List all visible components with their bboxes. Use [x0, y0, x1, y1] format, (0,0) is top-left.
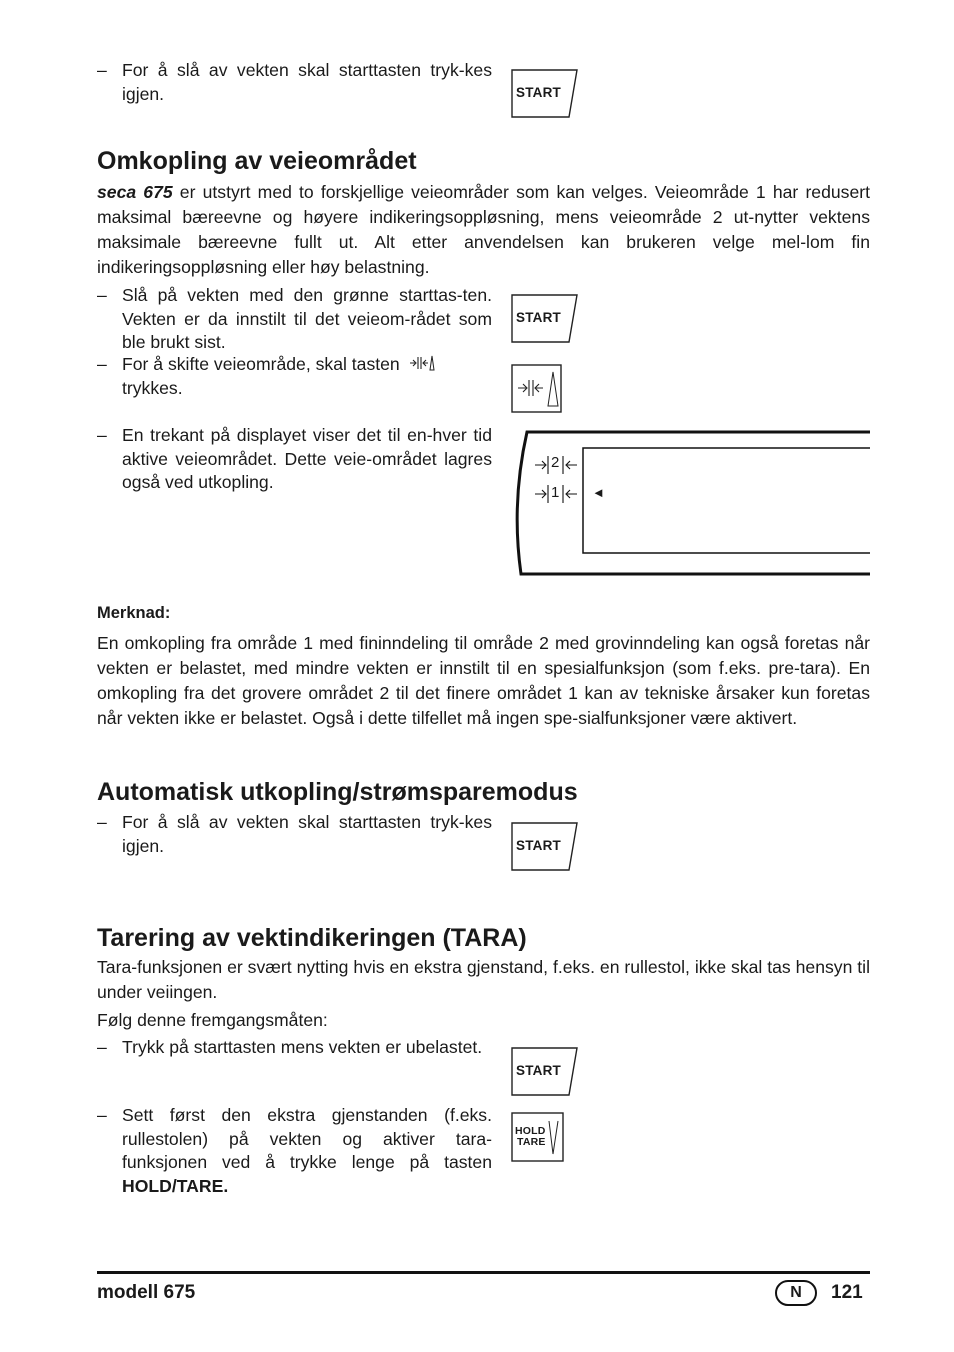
- list-item-text: For å slå av vekten skal starttasten tryk-kes igjen.: [122, 812, 492, 856]
- paragraph: Følg denne fremgangsmåten:: [97, 1010, 328, 1030]
- list-item: – En trekant på displayet viser det til en-hver tid aktive veieområdet. Dette veie-området lagres også ved utkopling.: [97, 425, 492, 492]
- list-item: – For å slå av vekten skal starttasten tryk-kes igjen.: [97, 812, 492, 856]
- product-name: seca 675: [97, 182, 173, 202]
- list-item-text: Trykk på starttasten mens vekten er ubelastet.: [122, 1037, 483, 1057]
- start-key-icon: [511, 69, 579, 119]
- start-key-label: START: [516, 1063, 561, 1078]
- list-item-text: Slå på vekten med den grønne starttas-ten. Vekten er da innstilt til det veieom-rådet som ble brukt sist.: [122, 285, 492, 352]
- range-2-label: 2: [551, 454, 560, 471]
- range-1-label: 1: [551, 484, 560, 501]
- start-key-label: START: [516, 310, 561, 325]
- footer-model: modell 675: [97, 1282, 196, 1303]
- list-item-text-continued: trykkes.: [122, 377, 183, 398]
- display-illustration: [505, 428, 871, 578]
- note-text: En omkopling fra område 1 med fininndeling til område 2 med grovinndeling kan også foretas når vekten er belastet, med mindre vekten er innstilt til en spesialfunksjon (som f.eks. pre-tara). En omkopling fra det grovere området 2 til det finere området 1 kan av tekniske årsaker kun foretas når vekten ikke er belastet. Også i dette tilfellet må ingen spe-sialfunksjoner være aktivert.: [97, 633, 870, 728]
- list-item: – Slå på vekten med den grønne starttas-ten. Vekten er da innstilt til det veieom-rådet som ble brukt sist.: [97, 285, 492, 352]
- active-range-marker: ◄: [592, 485, 605, 500]
- list-item: – Sett først den ekstra gjenstanden (f.eks. rullestolen) på vekten og aktiver tara-funksjonen ved å trykke lenge på tasten HOLD/TARE.: [97, 1105, 492, 1196]
- range-switch-key-icon: [511, 364, 563, 414]
- list-item-text: For å slå av vekten skal starttasten tryk-kes igjen.: [122, 60, 492, 104]
- section-heading: Omkopling av veieområdet: [97, 147, 417, 175]
- list-item-text: En trekant på displayet viser det til en-hver tid aktive veieområdet. Dette veie-området lagres også ved utkopling.: [122, 425, 492, 492]
- hold-label: HOLD: [515, 1125, 546, 1137]
- footer-rule: [97, 1271, 870, 1274]
- start-key-icon: [511, 1047, 579, 1097]
- section-heading: Automatisk utkopling/strømsparemodus: [97, 778, 578, 806]
- hold-tare-key-name: HOLD/TARE.: [122, 1175, 229, 1196]
- range-switch-icon: [409, 354, 435, 372]
- list-item: – For å slå av vekten skal starttasten tryk-kes igjen.: [97, 60, 492, 104]
- list-item: – Trykk på starttasten mens vekten er ubelastet.: [97, 1037, 483, 1057]
- page-number: 121: [831, 1282, 863, 1303]
- hold-tare-key-icon: [511, 1112, 565, 1162]
- list-item-text: For å skifte veieområde, skal tasten: [122, 354, 400, 374]
- start-key-label: START: [516, 838, 561, 853]
- intro-text: er utstyrt med to forskjellige veieområder som kan velges. Veieområde 1 har redusert maksimal bæreevne og høyere indikeringsoppløsning, mens veieområde 2 ut-nytter vektens maksimale bæreevne fullt ut. Alt etter anvendelsen kan brukeren velge mel-lom fin indikeringsoppløsning eller høy belastning.: [97, 182, 870, 277]
- start-key-label: START: [516, 85, 561, 100]
- paragraph: Tara-funksjonen er svært nytting hvis en ekstra gjenstand, f.eks. en rullestol, ikke skal tas hensyn til under veiingen.: [97, 957, 870, 1002]
- language-badge: N: [775, 1280, 817, 1306]
- section-intro: [97, 180, 870, 280]
- start-key-icon: [511, 294, 579, 344]
- section-heading: Tarering av vektindikeringen (TARA): [97, 924, 527, 952]
- list-item-text: Sett først den ekstra gjenstanden (f.eks. rullestolen) på vekten og aktiver tara-funksjonen ved å trykke lenge på tasten: [122, 1105, 492, 1172]
- list-item: – For å skifte veieområde, skal tasten trykkes.: [97, 353, 494, 400]
- start-key-icon: [511, 822, 579, 872]
- note-heading: Merknad:: [97, 604, 171, 622]
- tare-label: TARE: [517, 1136, 546, 1148]
